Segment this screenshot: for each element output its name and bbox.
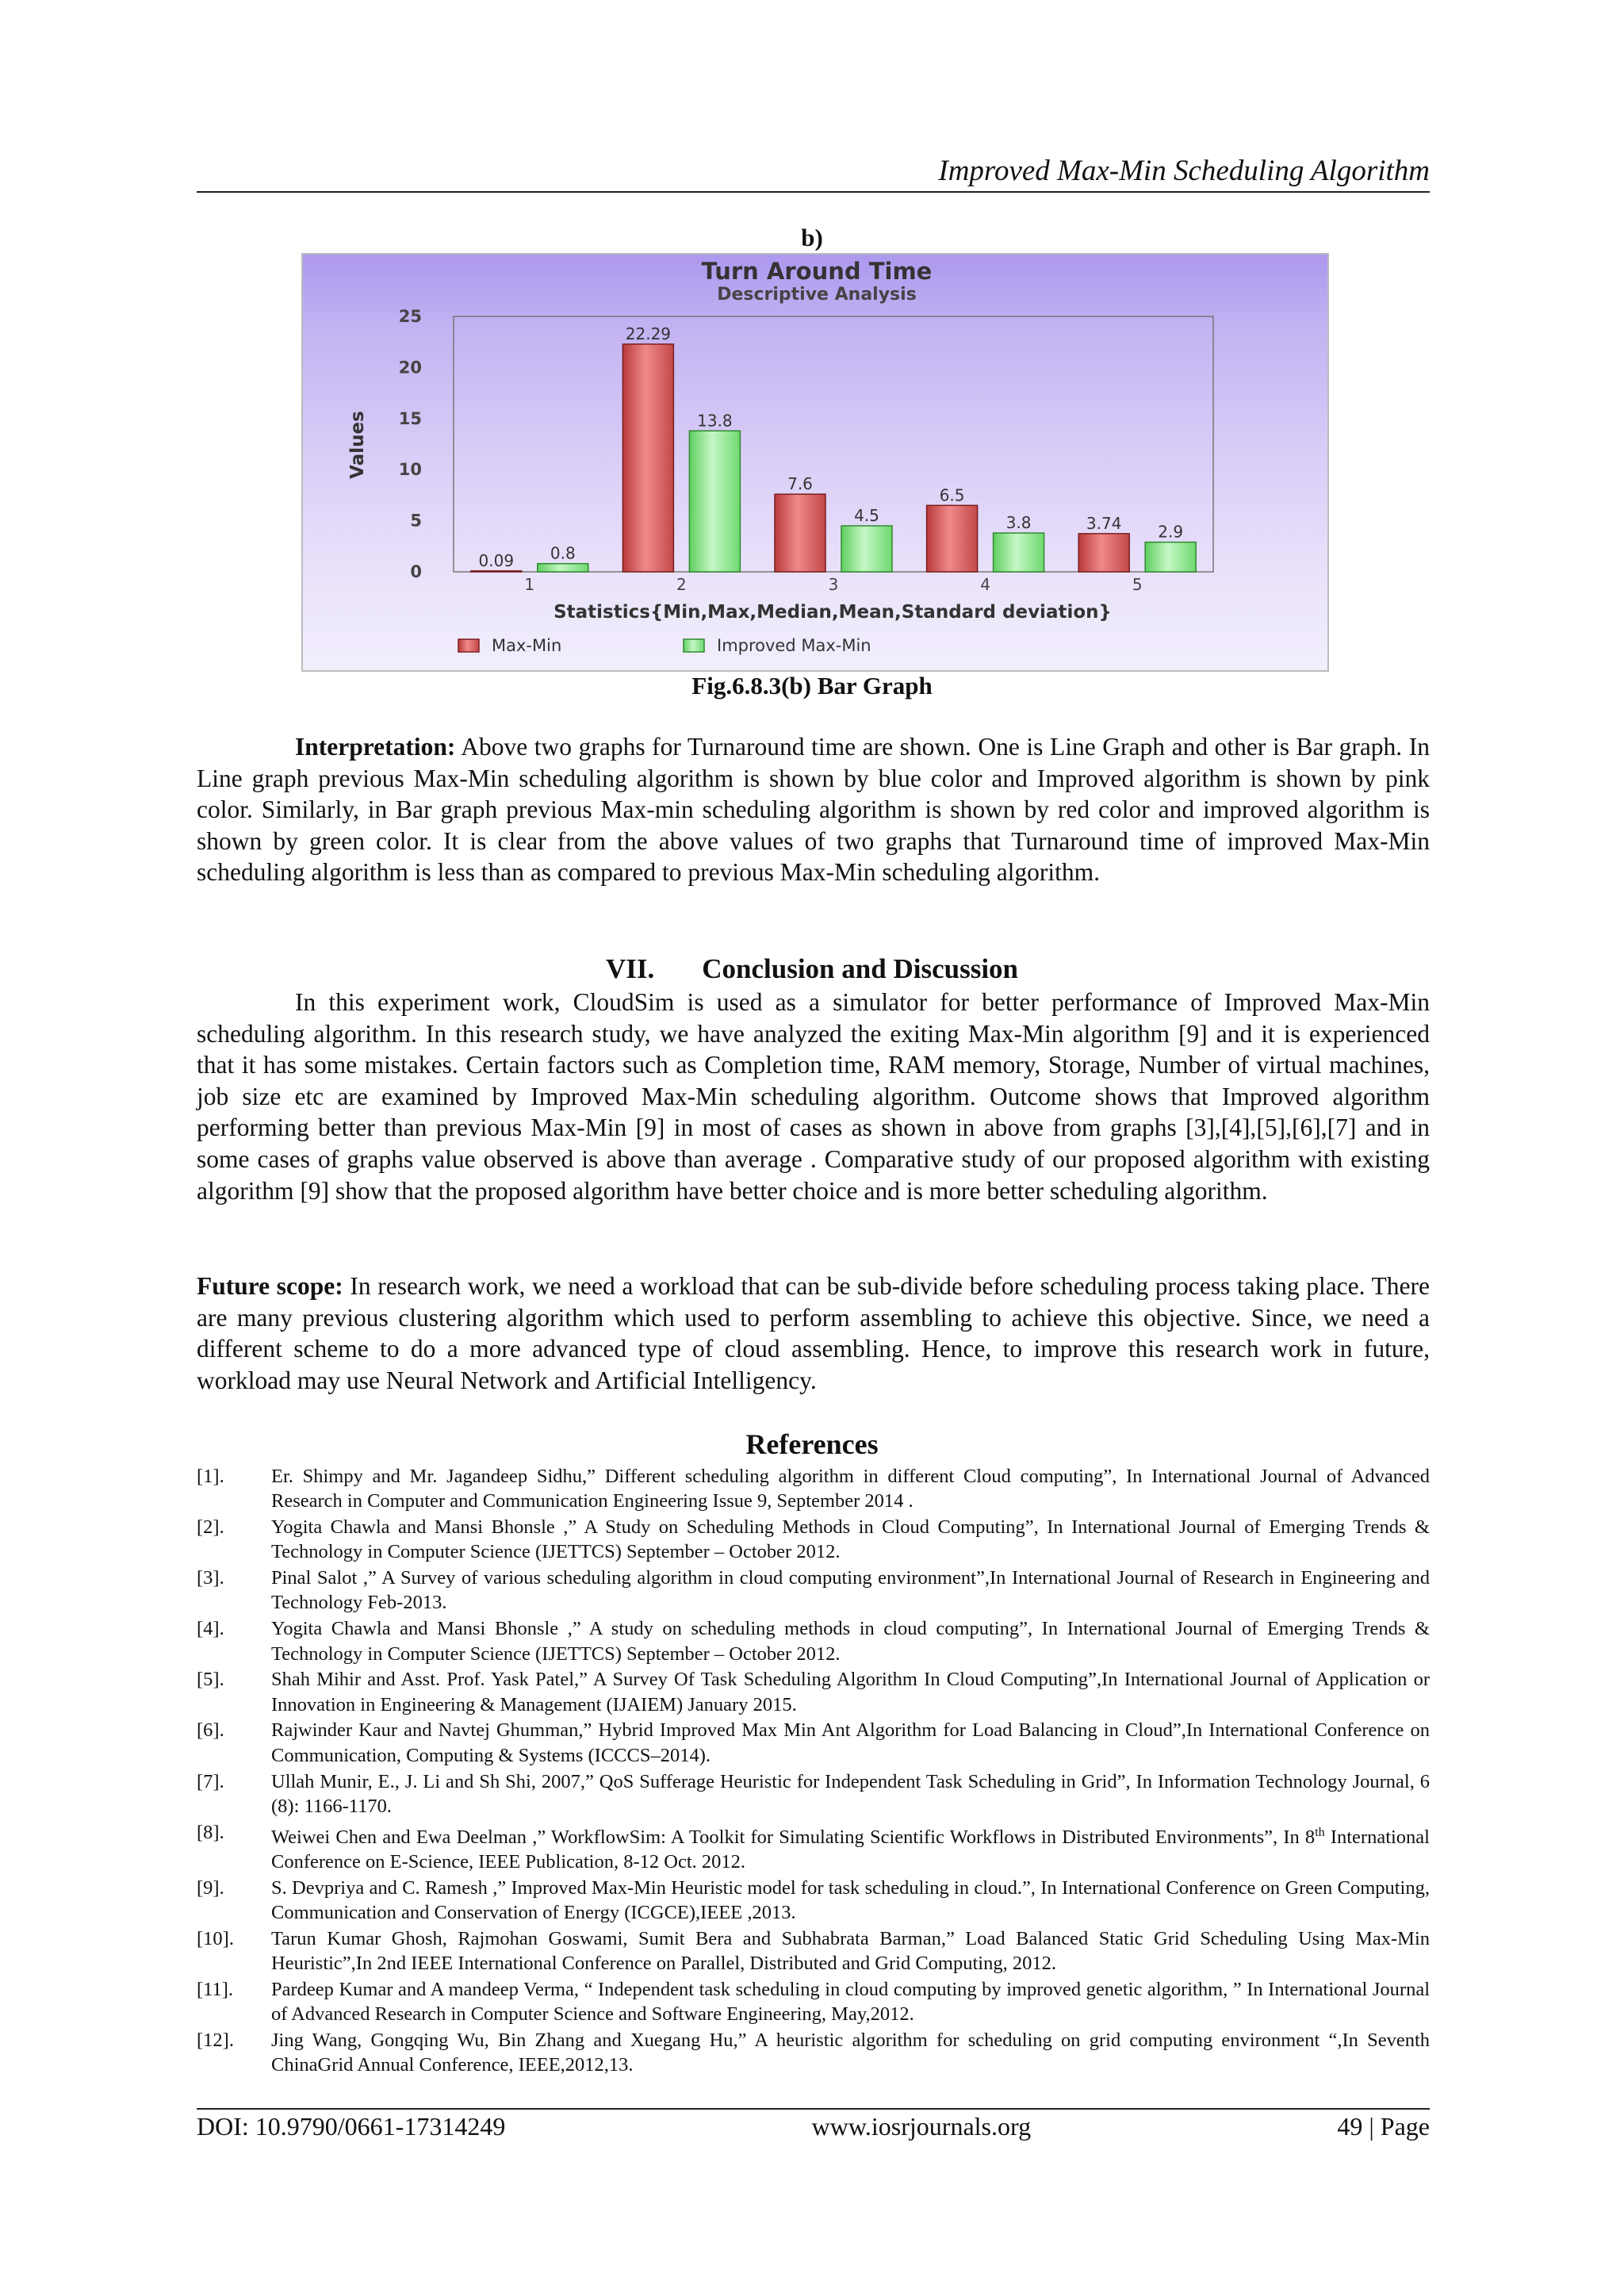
- reference-item: [197, 1464, 1430, 1514]
- reference-number: [11].: [197, 1979, 234, 2001]
- bar-improved-max-min: [689, 431, 740, 572]
- reference-text: S. Devpriya and C. Ramesh ,” Improved Max-Min Heuristic model for task scheduling in cloud.”, In International Conference on Green Computing, Communication and Conservation of Energy (ICGCE),IEEE ,2013.: [271, 1876, 1430, 1924]
- bar-data-label: 13.8: [697, 411, 733, 431]
- chart-title: Turn Around Time: [701, 258, 933, 285]
- interpretation-text: Above two graphs for Turnaround time are shown. One is Line Graph and other is Bar graph. In Line graph previous Max-Min scheduling algorithm is shown by blue color and Improved algorithm is shown by pink color. Similarly, in Bar graph previous Max-min scheduling algorithm is shown by red color and improved algorithm is shown by green color. It is clear from the above values of two graphs that Turnaround time of improved Max-Min scheduling algorithm is less than as compared to previous Max-Min scheduling algorithm.: [197, 733, 1430, 887]
- reference-text: Pinal Salot ,” A Survey of various scheduling algorithm in cloud computing environment”,In International Journal of Research in Engineering and Technology Feb-2013.: [271, 1567, 1430, 1614]
- future-scope-paragraph: [197, 1271, 1430, 1396]
- reference-item: [197, 1769, 1430, 1819]
- page-footer: [197, 2112, 1430, 2141]
- legend-swatch: [458, 639, 479, 652]
- x-tick-label: 1: [524, 575, 535, 594]
- section-heading: [0, 953, 1624, 985]
- bar-max-min: [775, 494, 825, 572]
- reference-item: [197, 1718, 1430, 1768]
- bar-data-label: 22.29: [625, 324, 672, 343]
- bar-max-min: [471, 571, 522, 572]
- bar-data-label: 2.9: [1158, 522, 1184, 542]
- x-tick-label: 3: [828, 575, 839, 594]
- reference-item: [197, 1566, 1430, 1616]
- reference-number: [10].: [197, 1928, 234, 1949]
- reference-text: Tarun Kumar Ghosh, Rajmohan Goswami, Sumit Bera and Subhabrata Barman,” Load Balanced Static Grid Scheduling Using Max-Min Heuristic”,In 2nd IEEE International Conference on Parallel, Distributed and Grid Computing, 2012.: [271, 1928, 1430, 1975]
- reference-number: [1].: [197, 1466, 224, 1487]
- reference-superscript: th: [1315, 1825, 1325, 1839]
- y-axis-label: Values: [347, 411, 368, 479]
- reference-item: [197, 1667, 1430, 1717]
- bar-data-label: 6.5: [939, 485, 965, 505]
- x-axis-label: Statistics{Min,Max,Median,Mean,Standard deviation}: [553, 602, 1112, 623]
- y-tick-label: 10: [398, 460, 422, 480]
- figure-caption: Fig.6.8.3(b) Bar Graph: [691, 672, 933, 700]
- chart-svg: [303, 255, 1331, 673]
- reference-number: [9].: [197, 1876, 224, 1899]
- y-tick-label: 5: [410, 511, 422, 531]
- bar-data-label: 7.6: [787, 474, 813, 494]
- running-header: Improved Max-Min Scheduling Algorithm: [938, 155, 1430, 187]
- interpretation-lead: Interpretation:: [295, 733, 456, 761]
- references-list: [197, 1464, 1430, 2079]
- x-tick-label: 5: [1132, 575, 1143, 594]
- reference-item: [197, 1876, 1430, 1926]
- bar-max-min: [1078, 534, 1129, 572]
- reference-text: Yogita Chawla and Mansi Bhonsle ,” A Study on Scheduling Methods in Cloud Computing”, In International Journal of Emerging Trends & Technology in Computer Science (IJETTCS) September – October 2012.: [271, 1516, 1430, 1563]
- reference-text: Rajwinder Kaur and Navtej Ghumman,” Hybrid Improved Max Min Ant Algorithm for Load Balancing in Cloud”,In International Conference on Communication, Computing & Systems (ICCCS–2014).: [271, 1719, 1430, 1766]
- legend-swatch: [684, 639, 704, 652]
- bar-data-label: 3.74: [1086, 513, 1122, 533]
- bar-improved-max-min: [1145, 542, 1196, 572]
- reference-text-part: International Conference on E-Science, IEEE Publication, 8-12 Oct. 2012.: [271, 1826, 1430, 1873]
- reference-number: [5].: [197, 1669, 224, 1691]
- bar-data-label: 0.09: [478, 550, 515, 570]
- future-scope-lead: Future scope:: [197, 1272, 343, 1300]
- reference-number: [6].: [197, 1719, 224, 1742]
- reference-number: [7].: [197, 1770, 224, 1792]
- bar-data-label: 3.8: [1005, 513, 1032, 533]
- bar-chart: [301, 253, 1329, 672]
- references-heading: References: [745, 1428, 879, 1460]
- reference-text: Yogita Chawla and Mansi Bhonsle ,” A study on scheduling methods in cloud computing”, In International Journal of Emerging Trends & Technology in Computer Science (IJETTCS) September – October 2012.: [271, 1618, 1430, 1665]
- reference-number: [2].: [197, 1516, 224, 1539]
- x-tick-label: 4: [980, 575, 990, 594]
- y-tick-label: 25: [398, 307, 422, 326]
- y-tick-label: 20: [398, 358, 422, 378]
- y-tick-label: 15: [398, 408, 422, 428]
- bar-data-label: 0.8: [550, 543, 576, 563]
- conclusion-paragraph: In this experiment work, CloudSim is used as a simulator for better performance of Improved Max-Min scheduling algorithm. In this research study, we have analyzed the exiting Max-Min algorithm [9] and it is experienced that it has some mistakes. Certain factors such as Completion time, RAM memory, Storage, Number of virtual machines, job size etc are examined by Improved Max-Min scheduling algorithm. Outcome shows that Improved algorithm performing better than previous Max-Min [9] in most of cases as shown in above from graphs [3],[4],[5],[6],[7] and in some cases of graphs value observed is above than average . Comparative study of our proposed algorithm with existing algorithm [9] show that the proposed algorithm have better choice and is more better scheduling algorithm.: [197, 988, 1430, 1205]
- bar-improved-max-min: [994, 533, 1044, 572]
- footer-doi: DOI: 10.9790/0661-17314249: [197, 2112, 506, 2141]
- reference-text: Er. Shimpy and Mr. Jagandeep Sidhu,” Different scheduling algorithm in different Cloud computing”, In International Journal of Advanced Research in Computer and Communication Engineering Issue 9, September 2014 .: [271, 1466, 1430, 1512]
- reference-text: Pardeep Kumar and A mandeep Verma, “ Independent task scheduling in cloud computing by improved genetic algorithm, ” In International Journal of Advanced Research in Computer Science and Software Engineering, May,2012.: [271, 1979, 1430, 2026]
- reference-text-part: Weiwei Chen and Ewa Deelman ,” WorkflowSim: A Toolkit for Simulating Scientific Workflows in Distributed Environments”, In 8: [271, 1826, 1316, 1848]
- reference-text: [271, 1820, 1430, 1875]
- future-scope-text: In research work, we need a workload that can be sub-divide before scheduling process taking place. There are many previous clustering algorithm which used to perform assembling to achieve this objective. Since, we need a different scheme to do a more advanced type of cloud assembling. Hence, to improve this research work in future, workload may use Neural Network and Artificial Intelligency.: [197, 1272, 1430, 1394]
- bar-improved-max-min: [538, 564, 588, 572]
- reference-item: [197, 2028, 1430, 2078]
- header-rule: [197, 191, 1430, 193]
- bar-improved-max-min: [841, 526, 892, 572]
- reference-text: Jing Wang, Gongqing Wu, Bin Zhang and Xuegang Hu,” A heuristic algorithm for scheduling on grid computing environment “,In Seventh ChinaGrid Annual Conference, IEEE,2012,13.: [271, 2030, 1430, 2076]
- reference-number: [4].: [197, 1618, 224, 1640]
- footer-page-number: 49 | Page: [1337, 2112, 1430, 2141]
- section-number: VII.: [605, 953, 655, 984]
- reference-number: [8].: [197, 1821, 224, 1843]
- reference-text: Ullah Munir, E., J. Li and Sh Shi, 2007,” QoS Sufferage Heuristic for Independent Task Scheduling in Grid”, In Information Technology Journal, 6 (8): 1166-1170.: [271, 1770, 1430, 1817]
- reference-item: [197, 1926, 1430, 1976]
- bar-max-min: [622, 344, 673, 572]
- reference-item: [197, 1820, 1430, 1875]
- subfigure-label: b): [801, 224, 823, 251]
- reference-item: [197, 1977, 1430, 2027]
- reference-item: [197, 1515, 1430, 1565]
- section-title: Conclusion and Discussion: [702, 953, 1019, 984]
- reference-item: [197, 1616, 1430, 1666]
- footer-rule: [197, 2108, 1430, 2110]
- legend-label: Improved Max-Min: [717, 636, 871, 655]
- x-tick-label: 2: [676, 575, 687, 594]
- bar-data-label: 4.5: [854, 506, 879, 526]
- y-tick-label: 0: [410, 562, 422, 581]
- footer-website: www.iosrjournals.org: [811, 2112, 1032, 2141]
- chart-subtitle: Descriptive Analysis: [717, 285, 917, 305]
- reference-number: [12].: [197, 2030, 234, 2052]
- reference-text: Shah Mihir and Asst. Prof. Yask Patel,” A Survey Of Task Scheduling Algorithm In Cloud Computing”,In International Journal of Application or Innovation in Engineering & Management (IJAIEM) January 2015.: [271, 1669, 1430, 1715]
- interpretation-paragraph: [197, 731, 1430, 888]
- reference-number: [3].: [197, 1567, 224, 1589]
- bar-max-min: [927, 505, 978, 572]
- legend-label: Max-Min: [492, 636, 562, 655]
